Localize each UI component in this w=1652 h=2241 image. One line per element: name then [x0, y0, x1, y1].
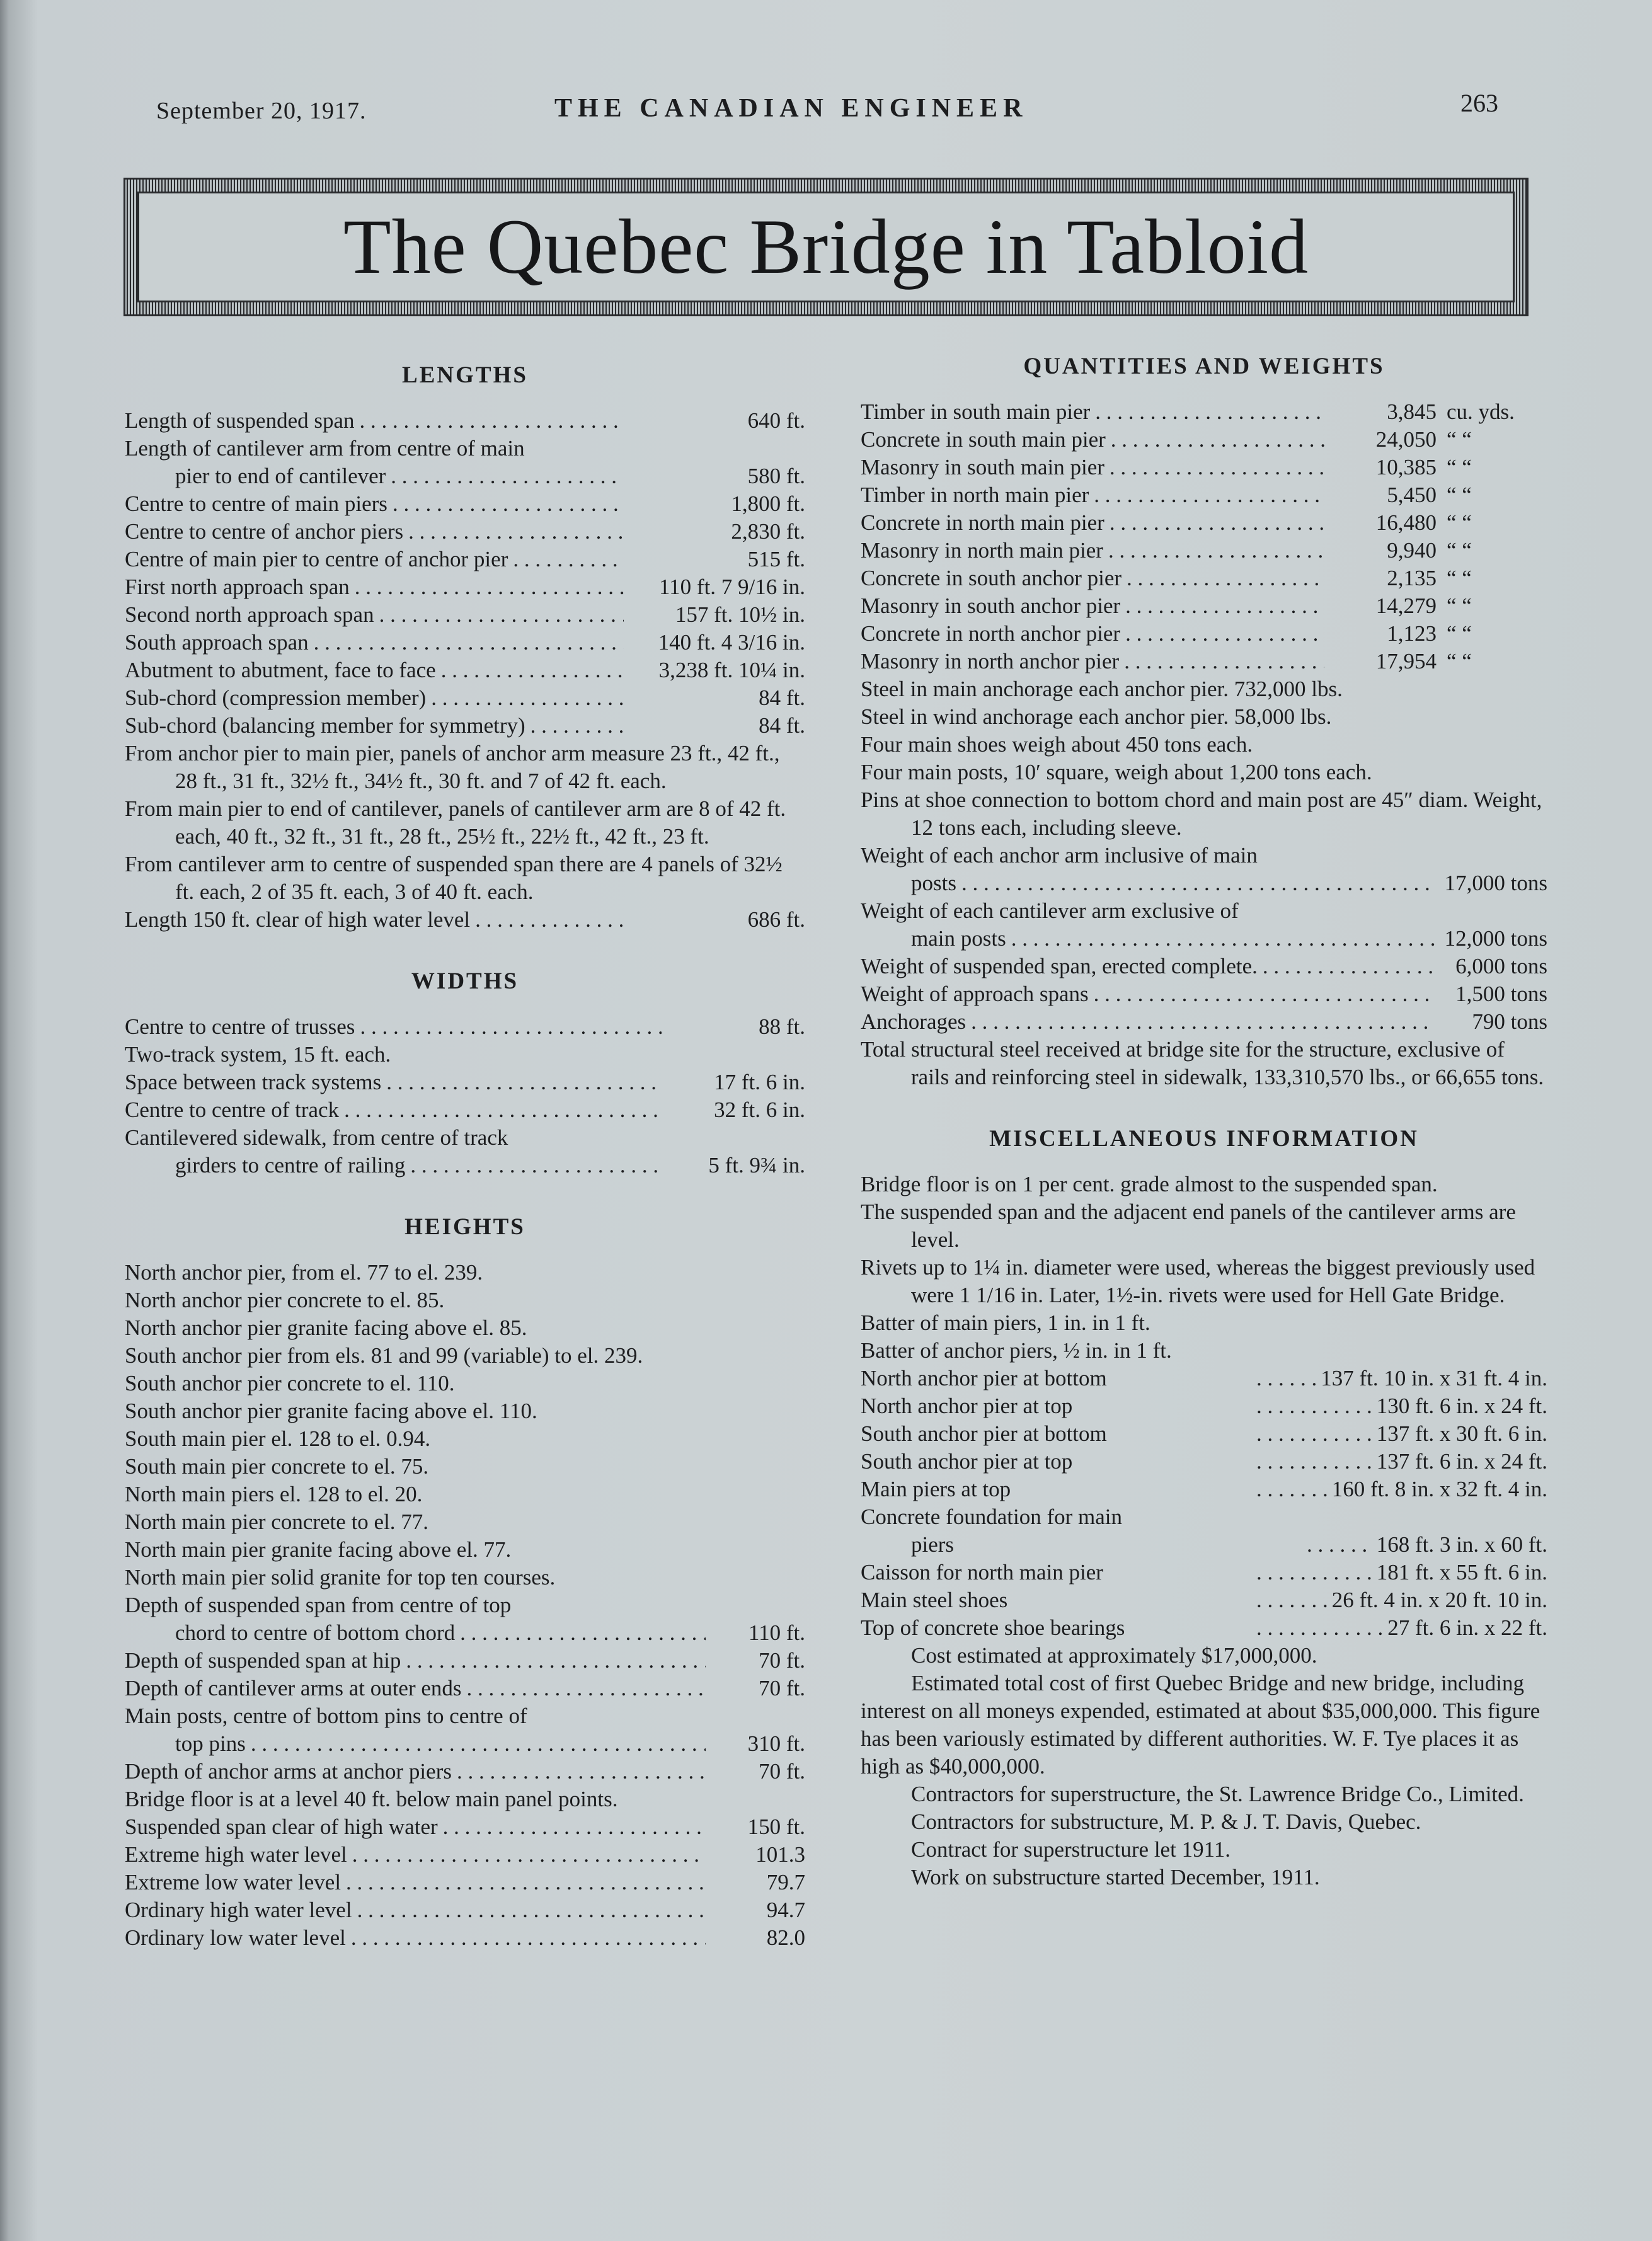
row-value: 10,385 [1375, 455, 1437, 479]
table-row [861, 1420, 1547, 1448]
row-unit: cu. yds. [1447, 399, 1515, 424]
table-row [125, 1647, 805, 1675]
row-label: main posts [911, 926, 1006, 951]
table-row [861, 481, 1547, 509]
row-value: 12,000 tons [1444, 926, 1547, 951]
table-row [125, 1013, 805, 1041]
row-value: 1,123 [1387, 621, 1437, 646]
row-unit: “ “ [1447, 593, 1472, 618]
table-row [861, 648, 1547, 675]
misc-note: Batter of anchor piers, ½ in. in 1 ft. [861, 1338, 1172, 1363]
row-value: 157 ft. 10½ in. [675, 602, 805, 627]
row-label: North anchor pier at bottom [861, 1366, 1107, 1390]
table-row [861, 1476, 1547, 1503]
heights-line: South anchor pier from els. 81 and 99 (variable) to el. 239. [125, 1343, 643, 1368]
row-label: Concrete in south anchor pier [861, 566, 1122, 590]
table-row [861, 953, 1547, 980]
row-value: 70 ft. [759, 1648, 805, 1673]
quantities-list [861, 398, 1547, 675]
right-column [861, 353, 1547, 1891]
table-row [861, 980, 1547, 1008]
misc-dimensions [861, 1365, 1547, 1642]
misc-paragraph: Contractors for superstructure, the St. Lawrence Bridge Co., Limited. [911, 1782, 1524, 1806]
row-label: Anchorages [861, 1009, 967, 1034]
row-label: South anchor pier at bottom [861, 1421, 1107, 1446]
row-label: Masonry in south anchor pier [861, 593, 1121, 618]
heights-heading: HEIGHTS [404, 1214, 525, 1240]
table-row [125, 712, 805, 740]
row-label: Weight of suspended span, erected complete. [861, 954, 1258, 978]
table-row [125, 1841, 805, 1869]
table-row [125, 407, 805, 435]
row-value: 24,050 [1375, 427, 1437, 452]
row-value: 790 tons [1472, 1009, 1547, 1034]
row-label: Cantilevered sidewalk, from centre of track [125, 1125, 508, 1150]
row-label: Bridge floor is at a level 40 ft. below main panel points. [125, 1787, 618, 1811]
row-value: 88 ft. [759, 1014, 805, 1039]
row-label: Extreme high water level [125, 1842, 347, 1867]
misc-notes [861, 1171, 1547, 1365]
table-row [125, 1041, 805, 1069]
table-row [861, 1008, 1547, 1036]
table-row [861, 1503, 1547, 1531]
row-value: 70 ft. [759, 1759, 805, 1784]
table-row [125, 629, 805, 656]
heights-line: North anchor pier concrete to el. 85. [125, 1288, 445, 1312]
row-unit: “ “ [1447, 566, 1472, 590]
row-label: Masonry in north anchor pier [861, 649, 1120, 673]
row-value: 70 ft. [759, 1676, 805, 1700]
row-value: 17,954 [1375, 649, 1437, 673]
row-label: Sub-chord (balancing member for symmetry) [125, 713, 525, 738]
table-row [125, 1813, 805, 1841]
row-value: 82.0 [766, 1925, 805, 1950]
row-label: Timber in south main pier [861, 399, 1091, 424]
row-value: 5,450 [1387, 483, 1437, 507]
table-row [861, 1448, 1547, 1476]
row-label: Concrete in north anchor pier [861, 621, 1121, 646]
row-value: 160 ft. 8 in. x 32 ft. 4 in. [1331, 1477, 1547, 1501]
row-label: Depth of suspended span at hip [125, 1648, 401, 1673]
quantities-line: Steel in main anchorage each anchor pier. 732,000 lbs. [861, 677, 1343, 701]
row-value: 16,480 [1375, 510, 1437, 535]
table-row [861, 1559, 1547, 1586]
row-value: 84 ft. [759, 685, 805, 710]
quantities-heading: QUANTITIES AND WEIGHTS [1023, 353, 1385, 379]
page-number: 263 [1460, 89, 1498, 117]
row-value: 14,279 [1375, 593, 1437, 618]
heights-line: North anchor pier, from el. 77 to el. 239. [125, 1260, 483, 1285]
row-label: Weight of approach spans [861, 982, 1089, 1006]
row-label: Abutment to abutment, face to face [125, 658, 436, 682]
heights-line: North main piers el. 128 to el. 20. [125, 1482, 423, 1506]
lengths-heading: LENGTHS [402, 362, 528, 388]
table-row [125, 573, 805, 601]
table-row [861, 1392, 1547, 1420]
table-row [125, 435, 805, 462]
row-value: 17 ft. 6 in. [714, 1070, 805, 1094]
table-row [861, 398, 1547, 426]
lengths-list [125, 407, 805, 740]
table-row [861, 1365, 1547, 1392]
heights-list [125, 1591, 805, 1952]
row-label: Ordinary high water level [125, 1898, 352, 1922]
widths-heading: WIDTHS [411, 968, 519, 994]
row-label: Timber in north main pier [861, 483, 1089, 507]
row-label: North anchor pier at top [861, 1394, 1073, 1418]
row-label: Concrete in south main pier [861, 427, 1106, 452]
table-row [861, 565, 1547, 592]
row-unit: “ “ [1447, 649, 1472, 673]
row-value: 6,000 tons [1455, 954, 1547, 978]
quantities-lines [861, 675, 1547, 786]
heights-line: South main pier concrete to el. 75. [125, 1454, 429, 1479]
table-row [861, 869, 1547, 897]
heights-line: North main pier granite facing above el. 77. [125, 1537, 512, 1562]
heights-line: North main pier solid granite for top ten courses. [125, 1565, 556, 1590]
row-value: 515 ft. [747, 547, 805, 571]
total-steel-note: Total structural steel received at bridge site for the structure, exclusive of rails and reinforcing steel in sidewalk, 133,310,570 lbs., or 66,655 tons. [861, 1037, 1544, 1089]
row-label: Depth of cantilever arms at outer ends [125, 1676, 462, 1700]
article-title: The Quebec Bridge in Tabloid [343, 203, 1309, 290]
row-value: 101.3 [755, 1842, 805, 1867]
row-value: 110 ft. [748, 1620, 805, 1645]
row-value: 26 ft. 4 in. x 20 ft. 10 in. [1331, 1588, 1547, 1612]
misc-paragraph: Contract for superstructure let 1911. [911, 1837, 1231, 1862]
row-value: 110 ft. 7 9/16 in. [658, 575, 805, 599]
row-label: Masonry in north main pier [861, 538, 1103, 563]
table-row [125, 1152, 805, 1179]
table-row [125, 1758, 805, 1785]
row-value: 2,135 [1387, 566, 1437, 590]
row-value: 137 ft. 10 in. x 31 ft. 4 in. [1321, 1366, 1547, 1390]
row-label: South approach span [125, 630, 309, 655]
table-row [125, 1924, 805, 1952]
misc-paragraph: Estimated total cost of first Quebec Bridge and new bridge, including interest on all moneys expended, estimated at about $35,000,000. This figure has been variously estimated by different authorities. W. F. Tye places it as high as $40,000,000. [861, 1671, 1540, 1779]
heights-lines [125, 1259, 805, 1591]
row-label: Extreme low water level [125, 1870, 341, 1894]
row-label: top pins [175, 1731, 246, 1756]
table-row [125, 518, 805, 546]
row-value: 181 ft. x 55 ft. 6 in. [1376, 1560, 1547, 1585]
row-value: 3,845 [1387, 399, 1437, 424]
misc-note: The suspended span and the adjacent end panels of the cantilever arms are level. [861, 1200, 1516, 1252]
row-value: 150 ft. [747, 1814, 805, 1839]
row-label: Two-track system, 15 ft. each. [125, 1042, 391, 1067]
table-row [125, 1124, 805, 1152]
misc-heading: MISCELLANEOUS INFORMATION [989, 1126, 1419, 1152]
lengths-paragraph: From cantilever arm to centre of suspended span there are 4 panels of 32½ ft. each, 2 of 35 ft. each, 3 of 40 ft. each. [125, 852, 783, 904]
widths-list [125, 1013, 805, 1179]
row-value: 79.7 [766, 1870, 805, 1894]
heights-line: North anchor pier granite facing above el. 85. [125, 1315, 527, 1340]
row-unit: “ “ [1447, 483, 1472, 507]
row-label: Centre to centre of track [125, 1098, 340, 1122]
table-row [125, 462, 805, 490]
row-value: 27 ft. 6 in. x 22 ft. [1387, 1615, 1547, 1640]
row-label: Top of concrete shoe bearings [861, 1615, 1125, 1640]
row-value: 32 ft. 6 in. [714, 1098, 805, 1122]
row-label: Main piers at top [861, 1477, 1011, 1501]
row-value: 310 ft. [747, 1731, 805, 1756]
row-value: 580 ft. [747, 464, 805, 488]
table-row [125, 1702, 805, 1730]
row-label: Space between track systems [125, 1070, 382, 1094]
heights-line: South anchor pier granite facing above el. 110. [125, 1399, 537, 1423]
table-row [861, 592, 1547, 620]
row-label: Suspended span clear of high water [125, 1814, 438, 1839]
row-value: 1,500 tons [1455, 982, 1547, 1006]
row-label: First north approach span [125, 575, 350, 599]
table-row [861, 620, 1547, 648]
row-label: Ordinary low water level [125, 1925, 346, 1950]
row-label: Centre to centre of trusses [125, 1014, 355, 1039]
row-label: Main steel shoes [861, 1588, 1008, 1612]
lengths-last [125, 906, 805, 934]
table-row [125, 1069, 805, 1096]
table-row [125, 1896, 805, 1924]
running-header [0, 88, 1652, 139]
table-row [861, 1531, 1547, 1559]
table-row [861, 897, 1547, 925]
misc-note: Batter of main piers, 1 in. in 1 ft. [861, 1310, 1150, 1335]
row-label: chord to centre of bottom chord [175, 1620, 456, 1645]
row-unit: “ “ [1447, 621, 1472, 646]
table-row [125, 684, 805, 712]
table-row [125, 1619, 805, 1647]
row-label: Sub-chord (compression member) [125, 685, 427, 710]
table-row [861, 509, 1547, 537]
row-value: 17,000 tons [1444, 871, 1547, 895]
row-value: 130 ft. 6 in. x 24 ft. [1376, 1394, 1547, 1418]
table-row [125, 1730, 805, 1758]
row-value: 2,830 ft. [731, 519, 805, 544]
table-row [125, 490, 805, 518]
row-label: Depth of suspended span from centre of top [125, 1593, 512, 1617]
row-value: 94.7 [766, 1898, 805, 1922]
table-row [861, 537, 1547, 565]
row-value: 137 ft. 6 in. x 24 ft. [1376, 1449, 1547, 1474]
row-unit: “ “ [1447, 455, 1472, 479]
misc-note: Rivets up to 1¼ in. diameter were used, whereas the biggest previously used were 1 1/16 in. Later, 1½-in. rivets were used for Hell Gate Bridge. [861, 1255, 1535, 1307]
weights-list [861, 842, 1547, 1036]
table-row [861, 1614, 1547, 1642]
table-row [125, 1785, 805, 1813]
table-row [125, 1675, 805, 1702]
row-label: Centre of main pier to centre of anchor pier [125, 547, 508, 571]
misc-paragraph: Work on substructure started December, 1911. [911, 1865, 1320, 1889]
quantities-line: Four main shoes weigh about 450 tons each. [861, 732, 1253, 757]
row-label: posts [911, 871, 956, 895]
misc-paragraph: Cost estimated at approximately $17,000,000. [911, 1643, 1317, 1668]
row-label: Masonry in south main pier [861, 455, 1104, 479]
row-label: Length of suspended span [125, 408, 355, 433]
title-frame [123, 178, 1529, 316]
row-label: piers [911, 1532, 955, 1557]
misc-note: Bridge floor is on 1 per cent. grade almost to the suspended span. [861, 1172, 1438, 1196]
row-label: pier to end of cantilever [175, 464, 386, 488]
misc-paragraphs [861, 1642, 1547, 1891]
lengths-paragraphs [125, 740, 805, 906]
row-label: Centre to centre of main piers [125, 491, 387, 516]
row-value: 5 ft. 9¾ in. [708, 1153, 805, 1178]
heights-line: South main pier el. 128 to el. 0.94. [125, 1426, 431, 1451]
table-row [861, 1586, 1547, 1614]
row-value: 137 ft. x 30 ft. 6 in. [1376, 1421, 1547, 1446]
row-label: Depth of anchor arms at anchor piers [125, 1759, 452, 1784]
lengths-paragraph: From main pier to end of cantilever, panels of cantilever arm are 8 of 42 ft. each, 40 ft., 32 ft., 31 ft., 28 ft., 25½ ft., 22½ ft., 42 ft., 23 ft. [125, 796, 786, 849]
row-value: 1,800 ft. [731, 491, 805, 516]
row-label: Length of cantilever arm from centre of main [125, 436, 525, 461]
row-value: 640 ft. [747, 408, 805, 433]
row-label: Concrete foundation for main [861, 1505, 1123, 1529]
row-value: 140 ft. 4 3/16 in. [658, 630, 805, 655]
lengths-paragraph: From anchor pier to main pier, panels of anchor arm measure 23 ft., 42 ft., 28 ft., 31 ft., 32½ ft., 34½ ft., 30 ft. and 7 of 42 ft. each. [125, 741, 780, 793]
table-row [861, 454, 1547, 481]
row-unit: “ “ [1447, 510, 1472, 535]
misc-paragraph: Contractors for substructure, M. P. & J. T. Davis, Quebec. [911, 1809, 1421, 1834]
row-value: 3,238 ft. 10¼ in. [658, 658, 805, 682]
issue-date: September 20, 1917. [156, 98, 367, 124]
row-label: girders to centre of railing [175, 1153, 406, 1178]
quantities-line: Four main posts, 10′ square, weigh about 1,200 tons each. [861, 760, 1372, 784]
row-label: Second north approach span [125, 602, 374, 627]
heights-line: North main pier concrete to el. 77. [125, 1510, 429, 1534]
table-row [125, 546, 805, 573]
table-row [125, 601, 805, 629]
pins-note: Pins at shoe connection to bottom chord and main post are 45″ diam. Weight, 12 tons each, including sleeve. [861, 788, 1542, 840]
left-column [125, 362, 805, 1952]
table-row [125, 1096, 805, 1124]
table-row [125, 1591, 805, 1619]
heights-line: South anchor pier concrete to el. 110. [125, 1371, 455, 1396]
row-label: Main posts, centre of bottom pins to centre of [125, 1704, 527, 1728]
row-label: Centre to centre of anchor piers [125, 519, 404, 544]
row-label: Weight of each anchor arm inclusive of main [861, 843, 1258, 868]
table-row [861, 842, 1547, 869]
table-row [861, 925, 1547, 953]
table-row [861, 426, 1547, 454]
row-value: 168 ft. 3 in. x 60 ft. [1376, 1532, 1547, 1557]
lengths-row: Length 150 ft. clear of high water level . . . 686 ft. [125, 906, 805, 934]
row-label: Caisson for north main pier [861, 1560, 1103, 1585]
row-unit: “ “ [1447, 427, 1472, 452]
quantities-line: Steel in wind anchorage each anchor pier. 58,000 lbs. [861, 704, 1332, 729]
row-value: 84 ft. [759, 713, 805, 738]
row-value: 9,940 [1387, 538, 1437, 563]
journal-name: THE CANADIAN ENGINEER [554, 94, 1028, 123]
row-unit: “ “ [1447, 538, 1472, 563]
row-label: South anchor pier at top [861, 1449, 1073, 1474]
table-row [125, 656, 805, 684]
table-row [125, 1869, 805, 1896]
row-label: Weight of each cantilever arm exclusive of [861, 898, 1239, 923]
row-label: Concrete in north main pier [861, 510, 1104, 535]
